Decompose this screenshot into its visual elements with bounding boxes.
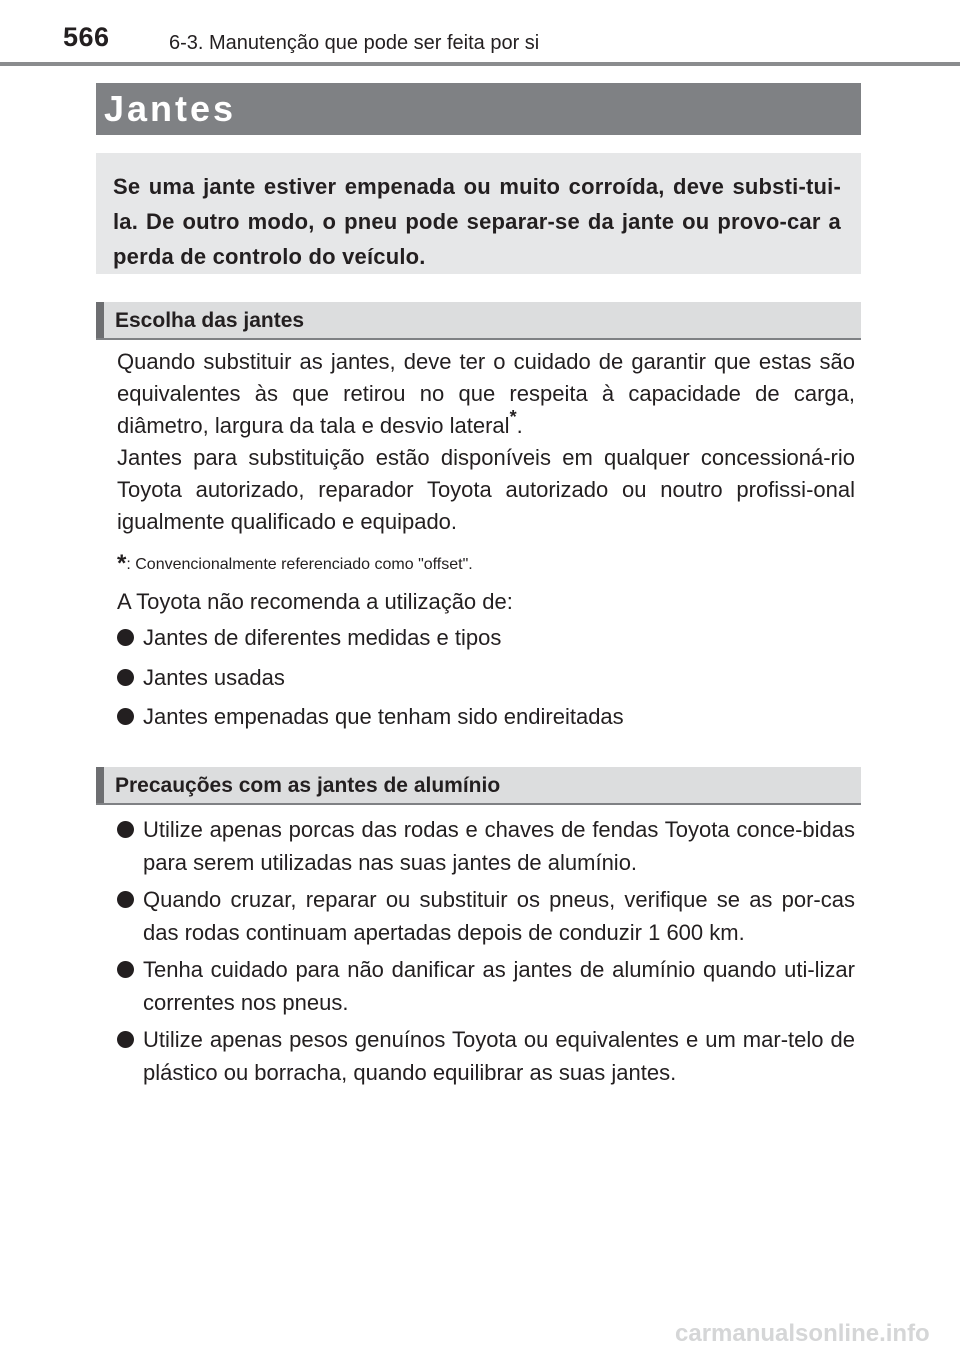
footnote-text: : Convencionalmente referenciado como "offset". [126, 556, 473, 573]
section-heading-precaucoes [96, 767, 861, 805]
list-item [117, 1023, 855, 1089]
page-number: 566 [63, 22, 110, 52]
section-reference: 6-3. Manutenção que pode ser feita por si [169, 32, 540, 54]
list-item-text: Jantes usadas [143, 665, 285, 690]
bullet-icon [117, 629, 134, 646]
page-title: Jantes [104, 88, 237, 129]
page-header [0, 0, 960, 66]
list-item-text: Tenha cuidado para não danificar as jantes de alumínio quando uti-lizar correntes nos pneus. [143, 957, 855, 1015]
list-item [117, 700, 855, 733]
section-heading-label: Precauções com as jantes de alumínio [115, 774, 501, 797]
not-recommended-intro: A Toyota não recomenda a utilização de: [117, 589, 513, 614]
list-item [117, 621, 855, 654]
list-item [117, 661, 855, 694]
section-heading-bar [96, 767, 104, 803]
bullet-icon [117, 821, 134, 838]
list-item-text: Utilize apenas pesos genuínos Toyota ou equivalentes e um mar-telo de plástico ou borracha, quando equilibrar as suas jantes. [143, 1027, 855, 1085]
paragraph-end: . [516, 413, 523, 438]
intro-text: Se uma jante estiver empenada ou muito corroída, deve substi-tui-la. De outro modo, o pneu pode separar-se da jante ou provo-car a perda de controlo do veículo. [113, 174, 841, 269]
list-item-text: Jantes de diferentes medidas e tipos [143, 625, 502, 650]
section-heading-bar [96, 302, 104, 338]
bullet-icon [117, 669, 134, 686]
paragraph-availability: Jantes para substituição estão disponíveis em qualquer concessioná-rio Toyota autorizado, reparador Toyota autorizado ou noutro profissi-onal igualmente qualificado e equipado. [117, 445, 855, 534]
intro-box [96, 153, 861, 274]
bullet-icon [117, 961, 134, 978]
bullet-icon [117, 891, 134, 908]
list-item-text: Utilize apenas porcas das rodas e chaves de fendas Toyota conce-bidas para serem utilizadas nas suas jantes de alumínio. [143, 817, 855, 875]
bullet-icon [117, 1031, 134, 1048]
watermark: carmanualsonline.info [675, 1320, 930, 1347]
list-item [117, 813, 855, 879]
paragraph-substitution [117, 346, 855, 442]
header-rule [0, 62, 960, 66]
footnote-asterisk: * [117, 550, 127, 577]
asterisk-mark: * [509, 406, 517, 427]
title-bar [96, 83, 861, 135]
section-heading-escolha [96, 302, 861, 340]
bullet-icon [117, 708, 134, 725]
list-item [117, 953, 855, 1019]
list-item-text: Jantes empenadas que tenham sido endireitadas [143, 704, 624, 729]
list-item-text: Quando cruzar, reparar ou substituir os pneus, verifique se as por-cas das rodas continuam apertadas depois de conduzir 1 600 km. [143, 887, 855, 945]
paragraph-text: Quando substituir as jantes, deve ter o cuidado de garantir que estas são equivalentes às que retirou no que respeita à capacidade de carga, diâmetro, largura da tala e desvio lateral [117, 349, 855, 438]
list-item [117, 883, 855, 949]
section-heading-label: Escolha das jantes [115, 309, 305, 332]
footnote [117, 548, 473, 576]
